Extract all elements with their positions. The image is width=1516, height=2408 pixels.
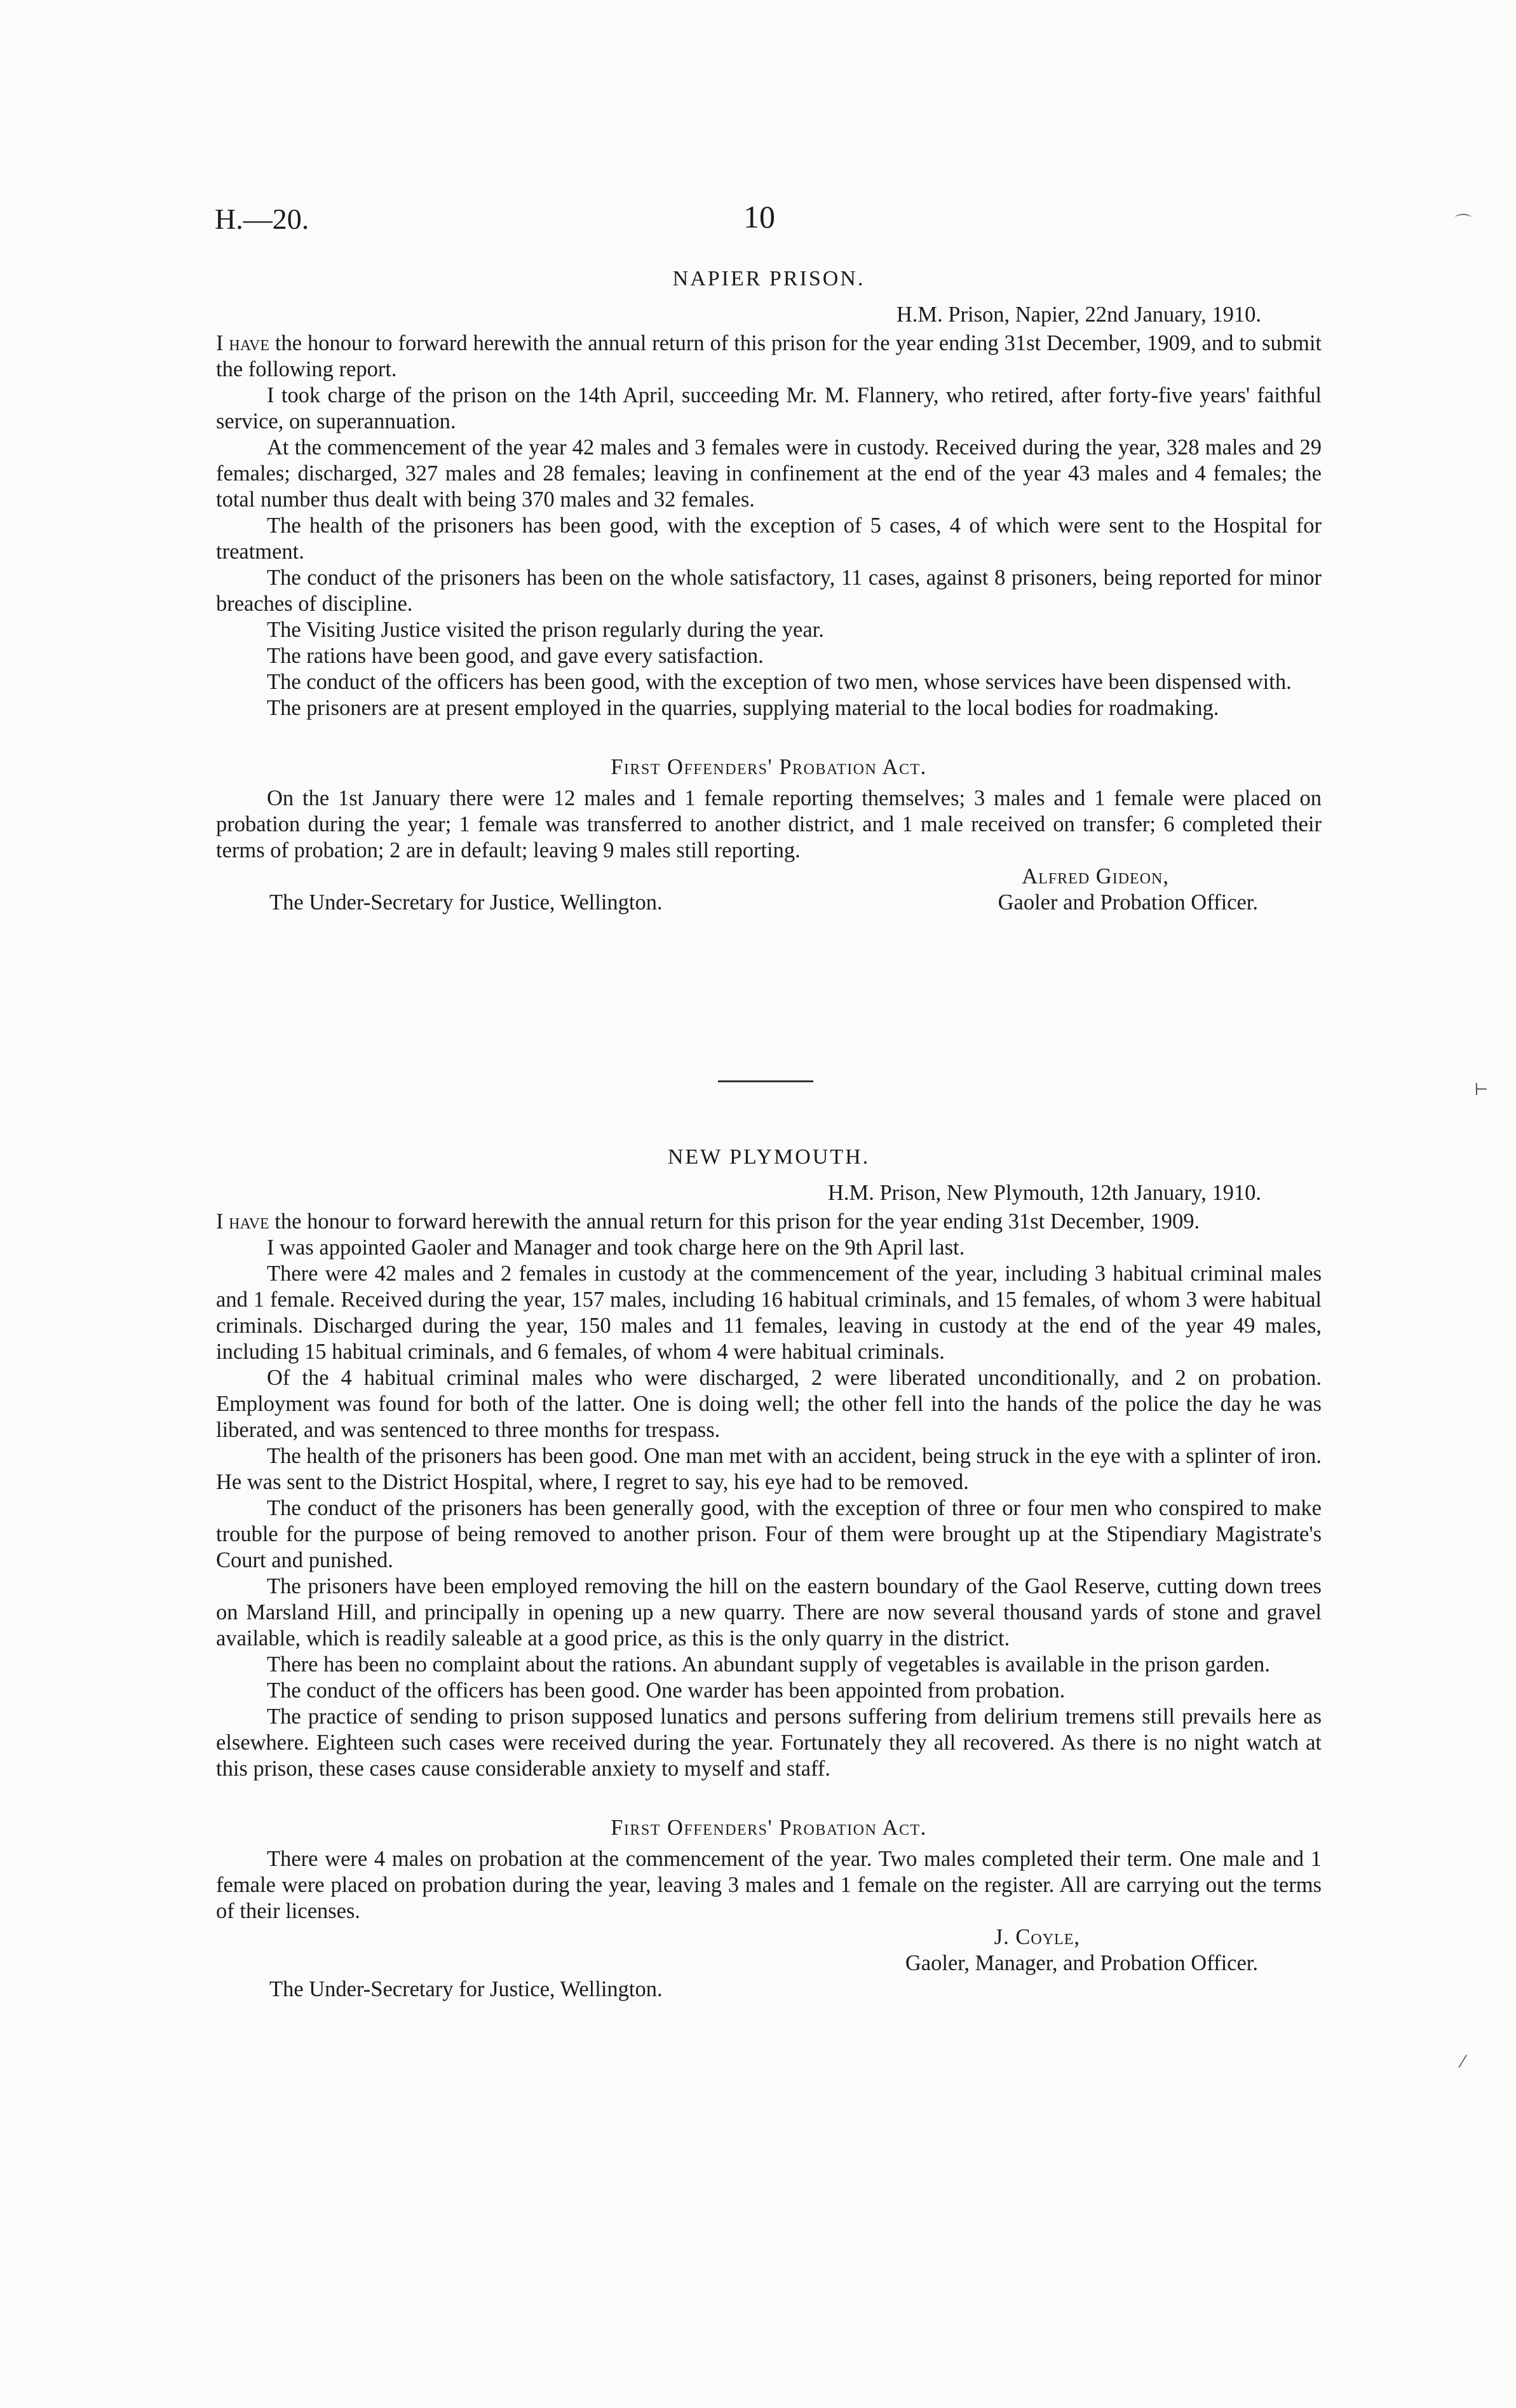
new-plymouth-signer-title: Gaoler, Manager, and Probation Officer. bbox=[905, 1951, 1258, 1975]
scan-mark: ⊢ bbox=[1474, 1080, 1489, 1099]
napier-addressee: The Under-Secretary for Justice, Wellington. bbox=[269, 890, 663, 915]
new-plymouth-paragraph: The practice of sending to prison supposed lunatics and persons suffering from delirium tremens still prevails here as elsewhere. Eighteen such cases were received during the year. Fortunately they all recovered. As there is no night watch at this prison, these cases cause considerable anxiety to myself and staff. bbox=[216, 1704, 1322, 1781]
scan-mark: ⌒ bbox=[1455, 214, 1472, 233]
napier-report bbox=[216, 266, 1322, 916]
napier-signer-title: Gaoler and Probation Officer. bbox=[998, 890, 1258, 915]
napier-probation-paragraph: On the 1st January there were 12 males and 1 female reporting themselves; 3 males and 1 female were placed on probation during the year; 1 female was transferred to another district, and 1 male received on transfer; 6 completed their terms of probation; 2 are in default; leaving 9 males still reporting. bbox=[216, 786, 1322, 862]
new-plymouth-paragraph bbox=[216, 1209, 1322, 1235]
scan-mark: ⁄ bbox=[1461, 2053, 1465, 2072]
section-divider bbox=[718, 1080, 813, 1082]
napier-paragraph: At the commencement of the year 42 males and 3 females were in custody. Received during the year, 328 males and 29 females; discharged, 327 males and 28 females; leaving in confinement at the end of the year 43 males and 4 females; the total number thus dealt with being 370 males and 32 females. bbox=[216, 435, 1322, 512]
new-plymouth-probation-title: First Offenders' Probation Act. bbox=[611, 1816, 927, 1840]
napier-paragraph: The health of the prisoners has been good, with the exception of 5 cases, 4 of which were sent to the Hospital for treatment. bbox=[216, 514, 1322, 564]
napier-paragraph: I took charge of the prison on the 14th April, succeeding Mr. M. Flannery, who retired, after forty-five years' faithful service, on superannuation. bbox=[216, 383, 1322, 433]
napier-title: NAPIER PRISON. bbox=[672, 267, 865, 290]
new-plymouth-addressee: The Under-Secretary for Justice, Wellington. bbox=[269, 1977, 663, 2001]
new-plymouth-lead: I have bbox=[216, 1209, 269, 1234]
new-plymouth-dateline: H.M. Prison, New Plymouth, 12th January, 1910. bbox=[828, 1181, 1261, 1205]
napier-probation-title: First Offenders' Probation Act. bbox=[611, 755, 927, 779]
new-plymouth-paragraph: The conduct of the officers has been good. One warder has been appointed from probation. bbox=[267, 1678, 1066, 1703]
new-plymouth-paragraph: The health of the prisoners has been good. One man met with an accident, being struck in the eye with a splinter of iron. He was sent to the District Hospital, where, I regret to say, his eye had to be removed. bbox=[216, 1444, 1322, 1494]
new-plymouth-paragraph: Of the 4 habitual criminal males who were discharged, 2 were liberated unconditionally, and 2 on probation. Employment was found for both of the latter. One is doing well; the other fell into the hands of the police the day he was liberated, and was sentenced to three months for trespass. bbox=[216, 1366, 1322, 1442]
new-plymouth-paragraph: The conduct of the prisoners has been generally good, with the exception of three or four men who conspired to make trouble for the purpose of being removed to another prison. Four of them were brought up at the Stipendiary Magistrate's Court and punished. bbox=[216, 1496, 1322, 1572]
document-reference: H.—20. bbox=[215, 203, 309, 235]
napier-paragraph: The prisoners are at present employed in the quarries, supplying material to the local bodies for roadmaking. bbox=[267, 696, 1219, 720]
napier-paragraph: The Visiting Justice visited the prison regularly during the year. bbox=[267, 618, 824, 642]
napier-signer: Alfred Gideon, bbox=[1022, 864, 1169, 888]
new-plymouth-signer: J. Coyle, bbox=[994, 1925, 1080, 1949]
new-plymouth-title: NEW PLYMOUTH. bbox=[667, 1145, 870, 1169]
napier-paragraph: The rations have been good, and gave every satisfaction. bbox=[267, 644, 764, 668]
new-plymouth-report bbox=[216, 1144, 1322, 2003]
napier-paragraph: The conduct of the officers has been good, with the exception of two men, whose services have been dispensed with. bbox=[267, 670, 1292, 694]
new-plymouth-paragraph: The prisoners have been employed removing the hill on the eastern boundary of the Gaol Reserve, cutting down trees on Marsland Hill, and principally in opening up a new quarry. There are now several thousand yards of stone and gravel available, which is readily saleable at a good price, as this is the only quarry in the district. bbox=[216, 1574, 1322, 1650]
napier-paragraph bbox=[216, 330, 1322, 383]
page-number: 10 bbox=[743, 199, 775, 235]
new-plymouth-paragraph: There has been no complaint about the rations. An abundant supply of vegetables is available in the prison garden. bbox=[267, 1652, 1270, 1677]
napier-dateline: H.M. Prison, Napier, 22nd January, 1910. bbox=[896, 303, 1261, 327]
napier-lead: I have bbox=[216, 331, 269, 355]
napier-p1-text: the honour to forward herewith the annual return of this prison for the year ending 31st December, 1909, and to submit the following report. bbox=[216, 331, 1322, 381]
new-plymouth-probation-paragraph: There were 4 males on probation at the commencement of the year. Two males completed their term. One male and 1 female were placed on probation during the year, leaving 3 males and 1 female on the register. All are carrying out the terms of their licenses. bbox=[216, 1847, 1322, 1923]
napier-signature-row bbox=[216, 890, 1322, 916]
new-plymouth-p1-text: the honour to forward herewith the annual return for this prison for the year ending 31st December, 1909. bbox=[269, 1209, 1200, 1234]
new-plymouth-paragraph: There were 42 males and 2 females in custody at the commencement of the year, including 3 habitual criminal males and 1 female. Received during the year, 157 males, including 16 habitual criminals, and 15 females, of whom 3 were habitual criminals. Discharged during the year, 150 males and 11 females, leaving in custody at the end of the year 49 males, including 15 habitual criminals, and 6 females, of whom 4 were habitual criminals. bbox=[216, 1262, 1322, 1364]
napier-paragraph: The conduct of the prisoners has been on the whole satisfactory, 11 cases, against 8 prisoners, being reported for minor breaches of discipline. bbox=[216, 566, 1322, 616]
new-plymouth-paragraph: I was appointed Gaoler and Manager and took charge here on the 9th April last. bbox=[267, 1235, 965, 1260]
